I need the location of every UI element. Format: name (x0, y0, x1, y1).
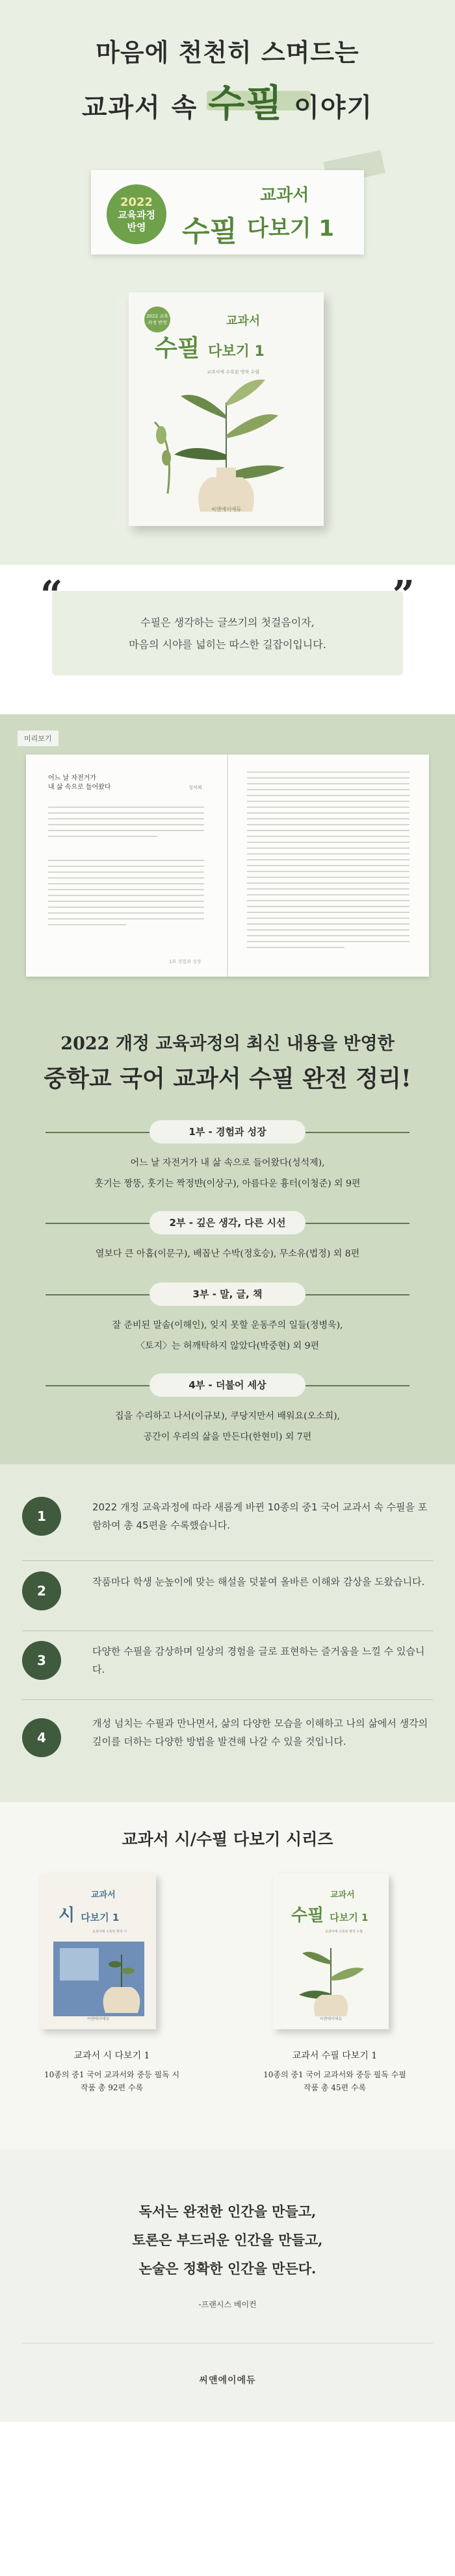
part-items (0, 1315, 455, 1357)
book-publisher: 씨앤에이에듀 (211, 506, 242, 512)
book-title-main: 수필 (155, 335, 200, 362)
plant-illustration (129, 364, 324, 513)
essay-caption-title: 교과서 수필 다보기 1 (292, 2051, 378, 2061)
card-title-sub: 다보기 1 (247, 216, 335, 242)
essay-book-sub: 다보기 1 (330, 1912, 369, 1923)
series-book-poem (40, 1873, 156, 2029)
book-title (155, 330, 265, 363)
feature-text: 작품마다 학생 눈높이에 맞는 해설을 덧붙여 올바른 이해와 감상을 도왔습니다. (92, 1576, 425, 1588)
part-label: 3부 - 말, 글, 책 (150, 1282, 306, 1306)
feature-number: 2 (22, 1571, 61, 1610)
curriculum-badge (107, 184, 166, 244)
feature-separator (22, 1560, 433, 1561)
quote-box (40, 573, 415, 675)
left-page-text-2 (48, 860, 204, 930)
page-title (48, 774, 110, 792)
feature-number: 1 (22, 1497, 61, 1536)
poem-cover-illustration (40, 1935, 156, 2020)
features-section (0, 1464, 455, 1802)
part-items (0, 1406, 455, 1447)
preview-tag: 미리보기 (18, 731, 58, 746)
card-title-top: 교과서 (260, 186, 309, 205)
closing-line-1: 독서는 완전한 인간을 만들고, (138, 2203, 317, 2220)
closing-line-3: 논술은 정확한 인간을 만든다. (138, 2260, 317, 2277)
part-item: 잘 준비된 말솜(이해인), 잊지 못할 운동주의 일들(정병욱), (112, 1320, 343, 1331)
series-caption-essay (247, 2049, 422, 2094)
book-front (129, 292, 324, 526)
publisher-logo: 씨앤에이에듀 (199, 2375, 256, 2386)
series-book-essay (273, 1873, 389, 2029)
part-items (0, 1153, 455, 1194)
part-items (0, 1244, 455, 1264)
essay-book-publisher: 씨앤에이에듀 (319, 2017, 343, 2021)
card-title-main: 수필 (182, 215, 238, 248)
poem-caption-desc2: 작품 총 92편 수록 (80, 2083, 144, 2092)
closing-byline: -프랜시스 베이컨 (198, 2300, 257, 2309)
part-item: 어느 날 자전거가 내 삶 속으로 들어왔다(성석제), (130, 1158, 325, 1168)
book-title-sub: 다보기 1 (208, 344, 265, 360)
part-item: 집을 수리하고 나서(이규보), 쿠당지만서 배워요(오소희), (114, 1411, 341, 1421)
headline-pre: 교과서 속 (81, 93, 209, 123)
essay-cover-illustration (273, 1935, 389, 2020)
page-author: 성석제 (188, 785, 202, 790)
hero-headline-2 (0, 73, 455, 127)
right-page-text (247, 771, 410, 953)
feature-separator (22, 1699, 433, 1700)
essay-book-title (291, 1902, 368, 1926)
part-label: 4부 - 더불어 세상 (150, 1373, 306, 1397)
page-footer: 1부 경험과 성장 (169, 959, 202, 964)
poem-book-main: 시 (58, 1906, 75, 1925)
book-spine (117, 297, 130, 525)
essay-book-top: 교과서 (330, 1890, 355, 1900)
badge-line2: 반영 (127, 221, 146, 233)
part-item: 공간이 우리의 삶을 만든다(한현미) 외 7편 (143, 1432, 312, 1442)
page-title-line1: 어느 날 자전거가 (48, 775, 96, 782)
contents-title-2: 중학교 국어 교과서 수필 완전 정리! (44, 1065, 411, 1092)
poem-book-top: 교과서 (91, 1890, 116, 1900)
headline-big: 수필 (208, 81, 284, 125)
contents-section (0, 997, 455, 1464)
quote-line-1: 수필은 생각하는 글쓰기의 첫걸음이자, (140, 616, 315, 629)
essay-book-author: 교과서에 수록된 명작 수필 (325, 1930, 363, 1934)
part-item: 열보다 큰 아홉(이문구), 배꼽난 수박(정호승), 무소유(법정) 외 8편 (95, 1249, 360, 1259)
book-cover (117, 292, 324, 526)
book-spread (26, 755, 429, 977)
headline-post: 이야기 (283, 93, 374, 123)
badge-line1: 교육과정 (118, 208, 155, 221)
quote-section (0, 565, 455, 714)
essay-book-main: 수필 (291, 1906, 324, 1925)
closing-line-2: 토론은 부드러운 인간을 만들고, (132, 2232, 323, 2248)
poem-book-sub: 다보기 1 (81, 1912, 120, 1923)
preview-section (0, 714, 455, 997)
essay-caption-desc1: 10종의 중1 국어 교과서와 중등 필독 수필 (263, 2070, 406, 2079)
part-item: 훗기는 짱뚱, 훗기는 짝정뱐(이상구), 아름다운 흉터(이청준) 외 9편 (94, 1179, 361, 1189)
poem-book-author: 교과서에 수록된 명작 시 (92, 1930, 127, 1934)
feature-number: 3 (22, 1641, 61, 1680)
book-badge: 2022 교육과정 반영 (144, 306, 170, 332)
poem-caption-title: 교과서 시 다보기 1 (73, 2051, 150, 2061)
part-item: 〈토지〉는 허깨탁하지 않았다(박중현) 외 9편 (135, 1341, 319, 1351)
contents-title-1: 2022 개정 교육과정의 최신 내용을 반영한 (60, 1034, 395, 1054)
series-section (0, 1802, 455, 2149)
part-label: 2부 - 깊은 생각, 다른 시선 (150, 1211, 306, 1234)
part-label: 1부 - 경험과 성장 (150, 1120, 306, 1144)
hero-headline-1: 마음에 천천히 스며드는 (96, 38, 359, 67)
title-card (91, 170, 364, 255)
series-caption-poem (27, 2049, 196, 2094)
open-quote-icon: “ (40, 573, 63, 618)
left-page-text (48, 807, 204, 842)
feature-text: 다양한 수필을 감상하며 일상의 경험을 글로 표현하는 즐거움을 느낄 수 있습니다. (92, 1645, 425, 1675)
page-title-line2: 내 삶 속으로 들어왔다 (48, 784, 111, 791)
poem-book-title (58, 1902, 119, 1926)
series-title: 교과서 시/수필 다보기 시리즈 (122, 1830, 333, 1849)
closing-separator (22, 2343, 433, 2344)
book-author: 교과서에 수록된 명작 수필 (207, 369, 260, 375)
poem-book-publisher: 씨앤에이에듀 (86, 2017, 110, 2021)
quote-line-2: 마음의 시야를 넓히는 따스한 길잡이입니다. (129, 638, 326, 651)
spread-fold (227, 755, 228, 977)
badge-year: 2022 (120, 195, 153, 209)
closing-section (0, 2149, 455, 2422)
feature-text: 개성 넘치는 수필과 만나면서, 삶의 다양한 모습을 이해하고 나의 삶에서 생각의 깊이를 더하는 다양한 방법을 발견해 나갈 수 있을 것입니다. (92, 1718, 428, 1747)
book-title-top: 교과서 (226, 314, 261, 328)
feature-text: 2022 개정 교육과정에 따라 새롭게 바뀐 10종의 중1 국어 교과서 속 수필을 포함하여 총 45편을 수록했습니다. (92, 1501, 428, 1531)
poem-caption-desc1: 10종의 중1 국어 교과서와 중등 필독 시 (44, 2070, 180, 2079)
close-quote-icon: ” (392, 573, 415, 618)
hero-section (0, 0, 455, 565)
quote-text (52, 612, 403, 656)
feature-number: 4 (22, 1718, 61, 1757)
essay-caption-desc2: 작품 총 45편 수록 (303, 2083, 367, 2092)
